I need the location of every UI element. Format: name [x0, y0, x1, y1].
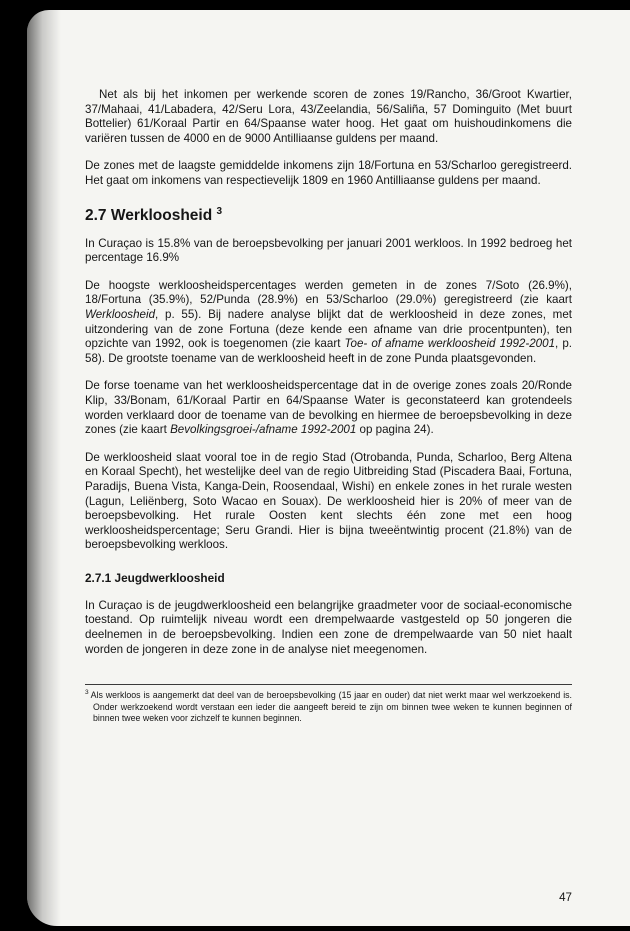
paragraph-income-low: De zones met de laagste gemiddelde inkomens zijn 18/Fortuna en 53/Scharloo geregistreerd. Het gaat om inkomens van respectievelijk 1809 en 1960 Antilliaanse guldens per maand. [85, 159, 572, 187]
footnote-body: Als werkloos is aangemerkt dat deel van de beroepsbevolking (15 jaar en ouder) dat niet werkt maar wel werkzoekend is. Onder werkzoekend wordt verstaan een ieder die aangeeft bereid te zijn om binnen twee weken te kunnen beginnen of binnen twee weken voor zichzelf te kunnen beginnen. [90, 690, 572, 724]
section-heading-text: 2.7 Werkloosheid [85, 206, 213, 224]
page-number: 47 [559, 891, 572, 904]
footnote-text [85, 690, 572, 725]
document-page [27, 10, 630, 926]
page-content [85, 88, 572, 725]
subsection-heading: 2.7.1 Jeugdwerkloosheid [85, 570, 225, 585]
paragraph-income-high: Net als bij het inkomen per werkende scoren de zones 19/Rancho, 36/Groot Kwartier, 37/Mahaai, 41/Labadera, 42/Seru Lora, 43/Zeelandia, 56/Saliña, 57 Dominguito (Met buurt Bottelier) 61/Koraal Partir en 64/Spaanse water hoog. Het gaat om huishoudinkomens die variëren tussen de 4000 en de 9000 Antilliaanse guldens per maand. [85, 88, 572, 145]
paragraph-youth-unemployment: In Curaçao is de jeugdwerkloosheid een belangrijke graadmeter voor de sociaal-economische toestand. Op ruimtelijk niveau wordt een drempelwaarde vastgesteld op 50 jongeren die deelnemen in de beroepsbevolking. Indien een zone de drempelwaarde van 50 niet haalt worden de jongeren in deze zone in de analyse niet meegenomen. [85, 598, 572, 656]
paragraph-increase-explanation: De forse toename van het werkloosheidspercentage dat in de overige zones zoals 20/Ronde Klip, 33/Bonam, 61/Koraal Partir en 64/Spaanse Water is geconstateerd kan grotendeels worden verklaard door de toename van de bevolking en hiermee de beroepsbevolking in deze zones (zie kaart Bevolkingsgroei-/afname 1992-2001 op pagina 24). [85, 379, 572, 437]
paragraph-highest-rates: De hoogste werkloosheidspercentages werden gemeten in de zones 7/Soto (26.9%), 18/Fortuna (35.9%), 52/Punda (28.9%) en 53/Scharloo (29.0%) geregistreerd (zie kaart Werkloosheid, p. 55). Bij nadere analyse blijkt dat de werkloosheid in deze zones, met uitzondering van de zone Fortuna (deze kende een afname van drie procentpunten), ten opzichte van 1992, ook is toegenomen (zie kaart Toe- of afname werkloosheid 1992-2001, p. 58). De grootste toename van de werkloosheid heeft in de zone Punda plaatsgevonden. [85, 278, 572, 365]
book-gutter-shadow [27, 10, 61, 926]
paragraph-unemployment-intro: In Curaçao is 15.8% van de beroepsbevolking per januari 2001 werkloos. In 1992 bedroeg het percentage 16.9% [85, 236, 572, 265]
footnote-block [85, 684, 572, 725]
section-heading-footnote-ref: 3 [216, 205, 223, 217]
footnote-ref: 3 [85, 689, 89, 697]
paragraph-regions: De werkloosheid slaat vooral toe in de regio Stad (Otrobanda, Punda, Scharloo, Berg Altena en Koraal Specht), het westelijke deel van de regio Uitbreiding Stad (Piscadera Baai, Fortuna, Paradijs, Buena Vista, Kanga-Dein, Roosendaal, Wishi) en enkele zones in het rurale westen (Lagun, Leliënberg, Soto Wacao en Souax). De werkloosheid hier is 20% of meer van de beroepsbevolking. Het rurale Oosten kent slechts één zone met een hoog werkloosheidspercentage; Seru Grandi. Hier is bijna tweeëntwintig procent (21.8%) van de beroepsbevolking werkloos. [85, 450, 572, 552]
section-heading [85, 207, 572, 224]
